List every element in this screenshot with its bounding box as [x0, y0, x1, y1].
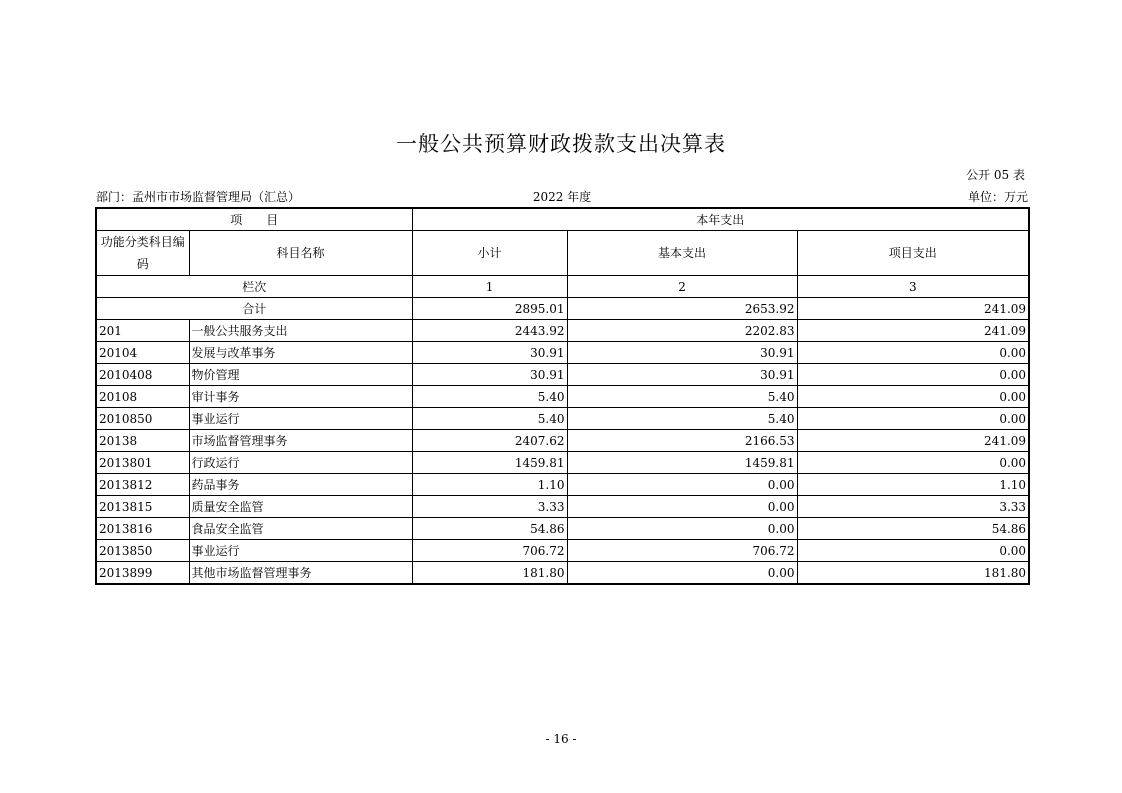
row-code: 2013899 [96, 562, 189, 585]
row-subtotal: 30.91 [412, 342, 567, 364]
table-row [96, 386, 1029, 408]
meta-row [96, 188, 1028, 204]
header-subject-name: 科目名称 [189, 231, 412, 276]
row-basic: 0.00 [567, 518, 797, 540]
row-code: 20108 [96, 386, 189, 408]
row-basic: 2202.83 [567, 320, 797, 342]
row-name: 食品安全监管 [189, 518, 412, 540]
row-subtotal: 706.72 [412, 540, 567, 562]
row-name: 质量安全监管 [189, 496, 412, 518]
table-row [96, 518, 1029, 540]
subheader-row [96, 231, 1029, 276]
table-row [96, 364, 1029, 386]
row-subtotal: 30.91 [412, 364, 567, 386]
row-code: 2013801 [96, 452, 189, 474]
row-name: 药品事务 [189, 474, 412, 496]
row-code: 2013850 [96, 540, 189, 562]
row-project: 0.00 [797, 408, 1029, 430]
column-number-3: 3 [797, 276, 1029, 298]
row-subtotal: 5.40 [412, 408, 567, 430]
row-name: 事业运行 [189, 540, 412, 562]
table-row [96, 474, 1029, 496]
row-basic: 0.00 [567, 474, 797, 496]
row-code: 20138 [96, 430, 189, 452]
row-code: 2013812 [96, 474, 189, 496]
row-basic: 30.91 [567, 364, 797, 386]
header-current-year: 本年支出 [412, 208, 1029, 231]
row-name: 一般公共服务支出 [189, 320, 412, 342]
row-code: 2013815 [96, 496, 189, 518]
department-label: 部门：孟州市市场监督管理局（汇总） [96, 190, 301, 204]
row-subtotal: 181.80 [412, 562, 567, 585]
row-subtotal: 2407.62 [412, 430, 567, 452]
row-project: 0.00 [797, 540, 1029, 562]
row-project: 3.33 [797, 496, 1029, 518]
row-name: 审计事务 [189, 386, 412, 408]
row-name: 发展与改革事务 [189, 342, 412, 364]
page-number: - 16 - [545, 732, 577, 746]
row-name: 行政运行 [189, 452, 412, 474]
table-row [96, 342, 1029, 364]
row-project: 1.10 [797, 474, 1029, 496]
total-label: 合计 [96, 298, 412, 320]
row-project: 0.00 [797, 386, 1029, 408]
row-code: 20104 [96, 342, 189, 364]
page-title: 一般公共预算财政拨款支出决算表 [396, 132, 726, 156]
row-subtotal: 3.33 [412, 496, 567, 518]
row-code: 201 [96, 320, 189, 342]
row-code: 2013816 [96, 518, 189, 540]
row-project: 0.00 [797, 342, 1029, 364]
table-row [96, 562, 1029, 585]
row-name: 物价管理 [189, 364, 412, 386]
total-project: 241.09 [797, 298, 1029, 320]
column-number-row [96, 276, 1029, 298]
row-basic: 5.40 [567, 386, 797, 408]
row-project: 0.00 [797, 364, 1029, 386]
row-subtotal: 1459.81 [412, 452, 567, 474]
row-name: 市场监督管理事务 [189, 430, 412, 452]
header-func-code: 功能分类科目编码 [96, 231, 189, 276]
table-row [96, 452, 1029, 474]
table-row [96, 408, 1029, 430]
column-number-2: 2 [567, 276, 797, 298]
table-row [96, 540, 1029, 562]
unit-label: 单位：万元 [967, 190, 1028, 204]
row-subtotal: 2443.92 [412, 320, 567, 342]
header-subtotal: 小计 [412, 231, 567, 276]
row-name: 其他市场监督管理事务 [189, 562, 412, 585]
table-row [96, 430, 1029, 452]
column-number-label: 栏次 [96, 276, 412, 298]
row-basic: 1459.81 [567, 452, 797, 474]
row-code: 2010850 [96, 408, 189, 430]
table-row [96, 320, 1029, 342]
header-item: 项 目 [96, 208, 412, 231]
row-subtotal: 54.86 [412, 518, 567, 540]
row-basic: 2166.53 [567, 430, 797, 452]
row-basic: 706.72 [567, 540, 797, 562]
header-project: 项目支出 [797, 231, 1029, 276]
row-project: 241.09 [797, 320, 1029, 342]
row-project: 0.00 [797, 452, 1029, 474]
row-code: 2010408 [96, 364, 189, 386]
column-number-1: 1 [412, 276, 567, 298]
table-row [96, 496, 1029, 518]
total-basic: 2653.92 [567, 298, 797, 320]
row-project: 241.09 [797, 430, 1029, 452]
total-subtotal: 2895.01 [412, 298, 567, 320]
row-basic: 0.00 [567, 562, 797, 585]
row-name: 事业运行 [189, 408, 412, 430]
form-number: 公开 05 表 [966, 168, 1025, 182]
expenditure-table [95, 207, 1030, 585]
row-basic: 5.40 [567, 408, 797, 430]
total-row [96, 298, 1029, 320]
row-subtotal: 1.10 [412, 474, 567, 496]
row-project: 181.80 [797, 562, 1029, 585]
row-basic: 30.91 [567, 342, 797, 364]
header-basic: 基本支出 [567, 231, 797, 276]
row-basic: 0.00 [567, 496, 797, 518]
row-subtotal: 5.40 [412, 386, 567, 408]
row-project: 54.86 [797, 518, 1029, 540]
header-row [96, 208, 1029, 231]
fiscal-year: 2022 年度 [532, 190, 592, 204]
